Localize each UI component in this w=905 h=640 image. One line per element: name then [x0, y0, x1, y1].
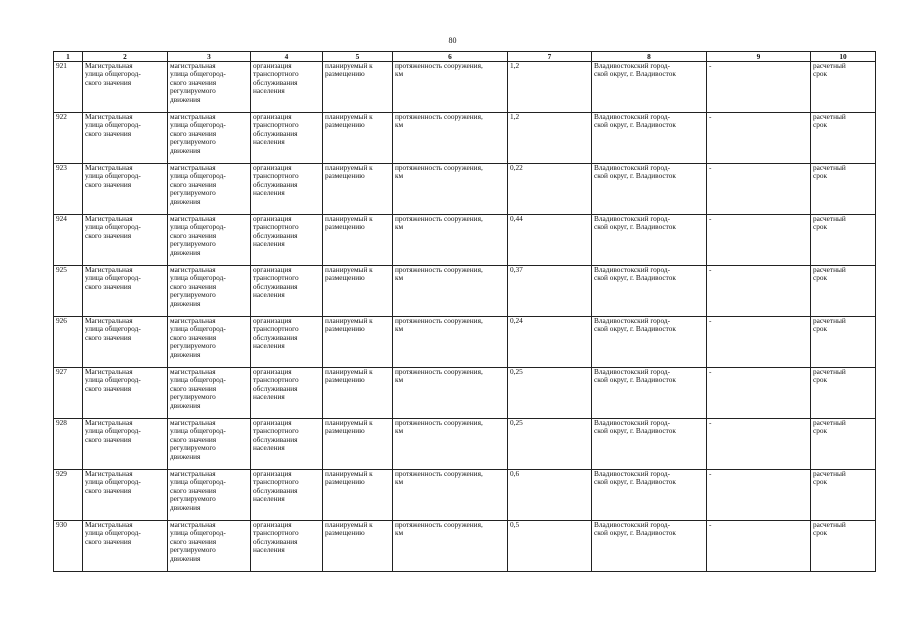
cell-purpose: организация транспортного обслуживания населения [251, 62, 323, 113]
column-header-2: 2 [83, 52, 168, 62]
cell-term: расчетный срок [811, 113, 876, 164]
cell-location: Владивостокский город- ской округ, г. Владивосток [592, 419, 707, 470]
cell-purpose: организация транспортного обслуживания населения [251, 521, 323, 572]
cell-characteristic-value: 1,2 [508, 113, 592, 164]
cell-characteristic: протяженность сооружения, км [393, 368, 508, 419]
cell-object-type: магистральная улица общегород- ского значения регулируемого движения [168, 521, 251, 572]
cell-characteristic-value: 0,44 [508, 215, 592, 266]
cell-status: планируемый к размещению [323, 113, 393, 164]
cell-characteristic-value: 0,5 [508, 521, 592, 572]
cell-row-number: 928 [54, 419, 83, 470]
column-header-3: 3 [168, 52, 251, 62]
cell-row-number: 929 [54, 470, 83, 521]
cell-characteristic-value: 0,22 [508, 164, 592, 215]
cell-object-name: Магистральная улица общегород- ского значения [83, 317, 168, 368]
cell-status: планируемый к размещению [323, 215, 393, 266]
cell-characteristic: протяженность сооружения, км [393, 419, 508, 470]
table-row [54, 317, 876, 368]
cell-object-type: магистральная улица общегород- ского значения регулируемого движения [168, 164, 251, 215]
table-row [54, 470, 876, 521]
cell-zone: - [707, 266, 811, 317]
cell-zone: - [707, 419, 811, 470]
cell-characteristic-value: 0,25 [508, 419, 592, 470]
column-header-8: 8 [592, 52, 707, 62]
cell-object-type: магистральная улица общегород- ского значения регулируемого движения [168, 215, 251, 266]
table-row [54, 215, 876, 266]
cell-characteristic: протяженность сооружения, км [393, 470, 508, 521]
cell-location: Владивостокский город- ской округ, г. Владивосток [592, 164, 707, 215]
cell-term: расчетный срок [811, 419, 876, 470]
table-row [54, 266, 876, 317]
cell-term: расчетный срок [811, 368, 876, 419]
registry-table [53, 51, 876, 572]
cell-characteristic: протяженность сооружения, км [393, 521, 508, 572]
cell-zone: - [707, 470, 811, 521]
cell-zone: - [707, 317, 811, 368]
cell-zone: - [707, 368, 811, 419]
cell-location: Владивостокский город- ской округ, г. Владивосток [592, 113, 707, 164]
cell-zone: - [707, 62, 811, 113]
cell-characteristic-value: 0,37 [508, 266, 592, 317]
table-row [54, 164, 876, 215]
cell-term: расчетный срок [811, 215, 876, 266]
cell-purpose: организация транспортного обслуживания населения [251, 164, 323, 215]
cell-characteristic-value: 0,24 [508, 317, 592, 368]
cell-object-name: Магистральная улица общегород- ского значения [83, 113, 168, 164]
cell-status: планируемый к размещению [323, 164, 393, 215]
cell-term: расчетный срок [811, 164, 876, 215]
cell-object-name: Магистральная улица общегород- ского значения [83, 164, 168, 215]
cell-term: расчетный срок [811, 62, 876, 113]
cell-row-number: 927 [54, 368, 83, 419]
cell-object-name: Магистральная улица общегород- ского значения [83, 470, 168, 521]
table-body [54, 62, 876, 572]
cell-object-type: магистральная улица общегород- ского значения регулируемого движения [168, 470, 251, 521]
cell-location: Владивостокский город- ской округ, г. Владивосток [592, 266, 707, 317]
cell-characteristic-value: 0,25 [508, 368, 592, 419]
cell-zone: - [707, 113, 811, 164]
column-header-5: 5 [323, 52, 393, 62]
cell-characteristic: протяженность сооружения, км [393, 113, 508, 164]
column-header-4: 4 [251, 52, 323, 62]
cell-purpose: организация транспортного обслуживания населения [251, 317, 323, 368]
cell-row-number: 924 [54, 215, 83, 266]
cell-zone: - [707, 164, 811, 215]
cell-status: планируемый к размещению [323, 317, 393, 368]
cell-characteristic: протяженность сооружения, км [393, 266, 508, 317]
cell-characteristic: протяженность сооружения, км [393, 62, 508, 113]
cell-purpose: организация транспортного обслуживания населения [251, 470, 323, 521]
cell-status: планируемый к размещению [323, 62, 393, 113]
cell-characteristic-value: 1,2 [508, 62, 592, 113]
cell-object-name: Магистральная улица общегород- ского значения [83, 266, 168, 317]
cell-location: Владивостокский город- ской округ, г. Владивосток [592, 368, 707, 419]
column-header-7: 7 [508, 52, 592, 62]
cell-status: планируемый к размещению [323, 521, 393, 572]
cell-object-name: Магистральная улица общегород- ского значения [83, 419, 168, 470]
cell-term: расчетный срок [811, 521, 876, 572]
cell-status: планируемый к размещению [323, 419, 393, 470]
cell-term: расчетный срок [811, 266, 876, 317]
column-header-9: 9 [707, 52, 811, 62]
cell-purpose: организация транспортного обслуживания населения [251, 419, 323, 470]
column-header-1: 1 [54, 52, 83, 62]
table-header-row [54, 52, 876, 62]
cell-location: Владивостокский город- ской округ, г. Владивосток [592, 317, 707, 368]
cell-object-type: магистральная улица общегород- ского значения регулируемого движения [168, 419, 251, 470]
cell-object-type: магистральная улица общегород- ского значения регулируемого движения [168, 317, 251, 368]
cell-status: планируемый к размещению [323, 470, 393, 521]
cell-characteristic: протяженность сооружения, км [393, 164, 508, 215]
cell-row-number: 925 [54, 266, 83, 317]
cell-term: расчетный срок [811, 317, 876, 368]
cell-object-name: Магистральная улица общегород- ского значения [83, 62, 168, 113]
cell-object-name: Магистральная улица общегород- ского значения [83, 215, 168, 266]
cell-zone: - [707, 521, 811, 572]
cell-term: расчетный срок [811, 470, 876, 521]
cell-characteristic-value: 0,6 [508, 470, 592, 521]
table-row [54, 368, 876, 419]
table-row [54, 113, 876, 164]
page-number: 80 [448, 36, 457, 45]
cell-purpose: организация транспортного обслуживания населения [251, 113, 323, 164]
table-row [54, 521, 876, 572]
cell-status: планируемый к размещению [323, 368, 393, 419]
cell-purpose: организация транспортного обслуживания населения [251, 215, 323, 266]
cell-location: Владивостокский город- ской округ, г. Владивосток [592, 521, 707, 572]
table-row [54, 419, 876, 470]
cell-characteristic: протяженность сооружения, км [393, 317, 508, 368]
cell-status: планируемый к размещению [323, 266, 393, 317]
cell-row-number: 930 [54, 521, 83, 572]
cell-row-number: 921 [54, 62, 83, 113]
cell-object-type: магистральная улица общегород- ского значения регулируемого движения [168, 62, 251, 113]
cell-zone: - [707, 215, 811, 266]
cell-object-name: Магистральная улица общегород- ского значения [83, 521, 168, 572]
cell-location: Владивостокский город- ской округ, г. Владивосток [592, 62, 707, 113]
cell-purpose: организация транспортного обслуживания населения [251, 266, 323, 317]
cell-location: Владивостокский город- ской округ, г. Владивосток [592, 470, 707, 521]
cell-location: Владивостокский город- ской округ, г. Владивосток [592, 215, 707, 266]
table-row [54, 62, 876, 113]
cell-object-type: магистральная улица общегород- ского значения регулируемого движения [168, 368, 251, 419]
cell-characteristic: протяженность сооружения, км [393, 215, 508, 266]
column-header-6: 6 [393, 52, 508, 62]
cell-purpose: организация транспортного обслуживания населения [251, 368, 323, 419]
cell-row-number: 923 [54, 164, 83, 215]
cell-row-number: 926 [54, 317, 83, 368]
cell-object-type: магистральная улица общегород- ского значения регулируемого движения [168, 113, 251, 164]
cell-row-number: 922 [54, 113, 83, 164]
column-header-10: 10 [811, 52, 876, 62]
cell-object-name: Магистральная улица общегород- ского значения [83, 368, 168, 419]
cell-object-type: магистральная улица общегород- ского значения регулируемого движения [168, 266, 251, 317]
